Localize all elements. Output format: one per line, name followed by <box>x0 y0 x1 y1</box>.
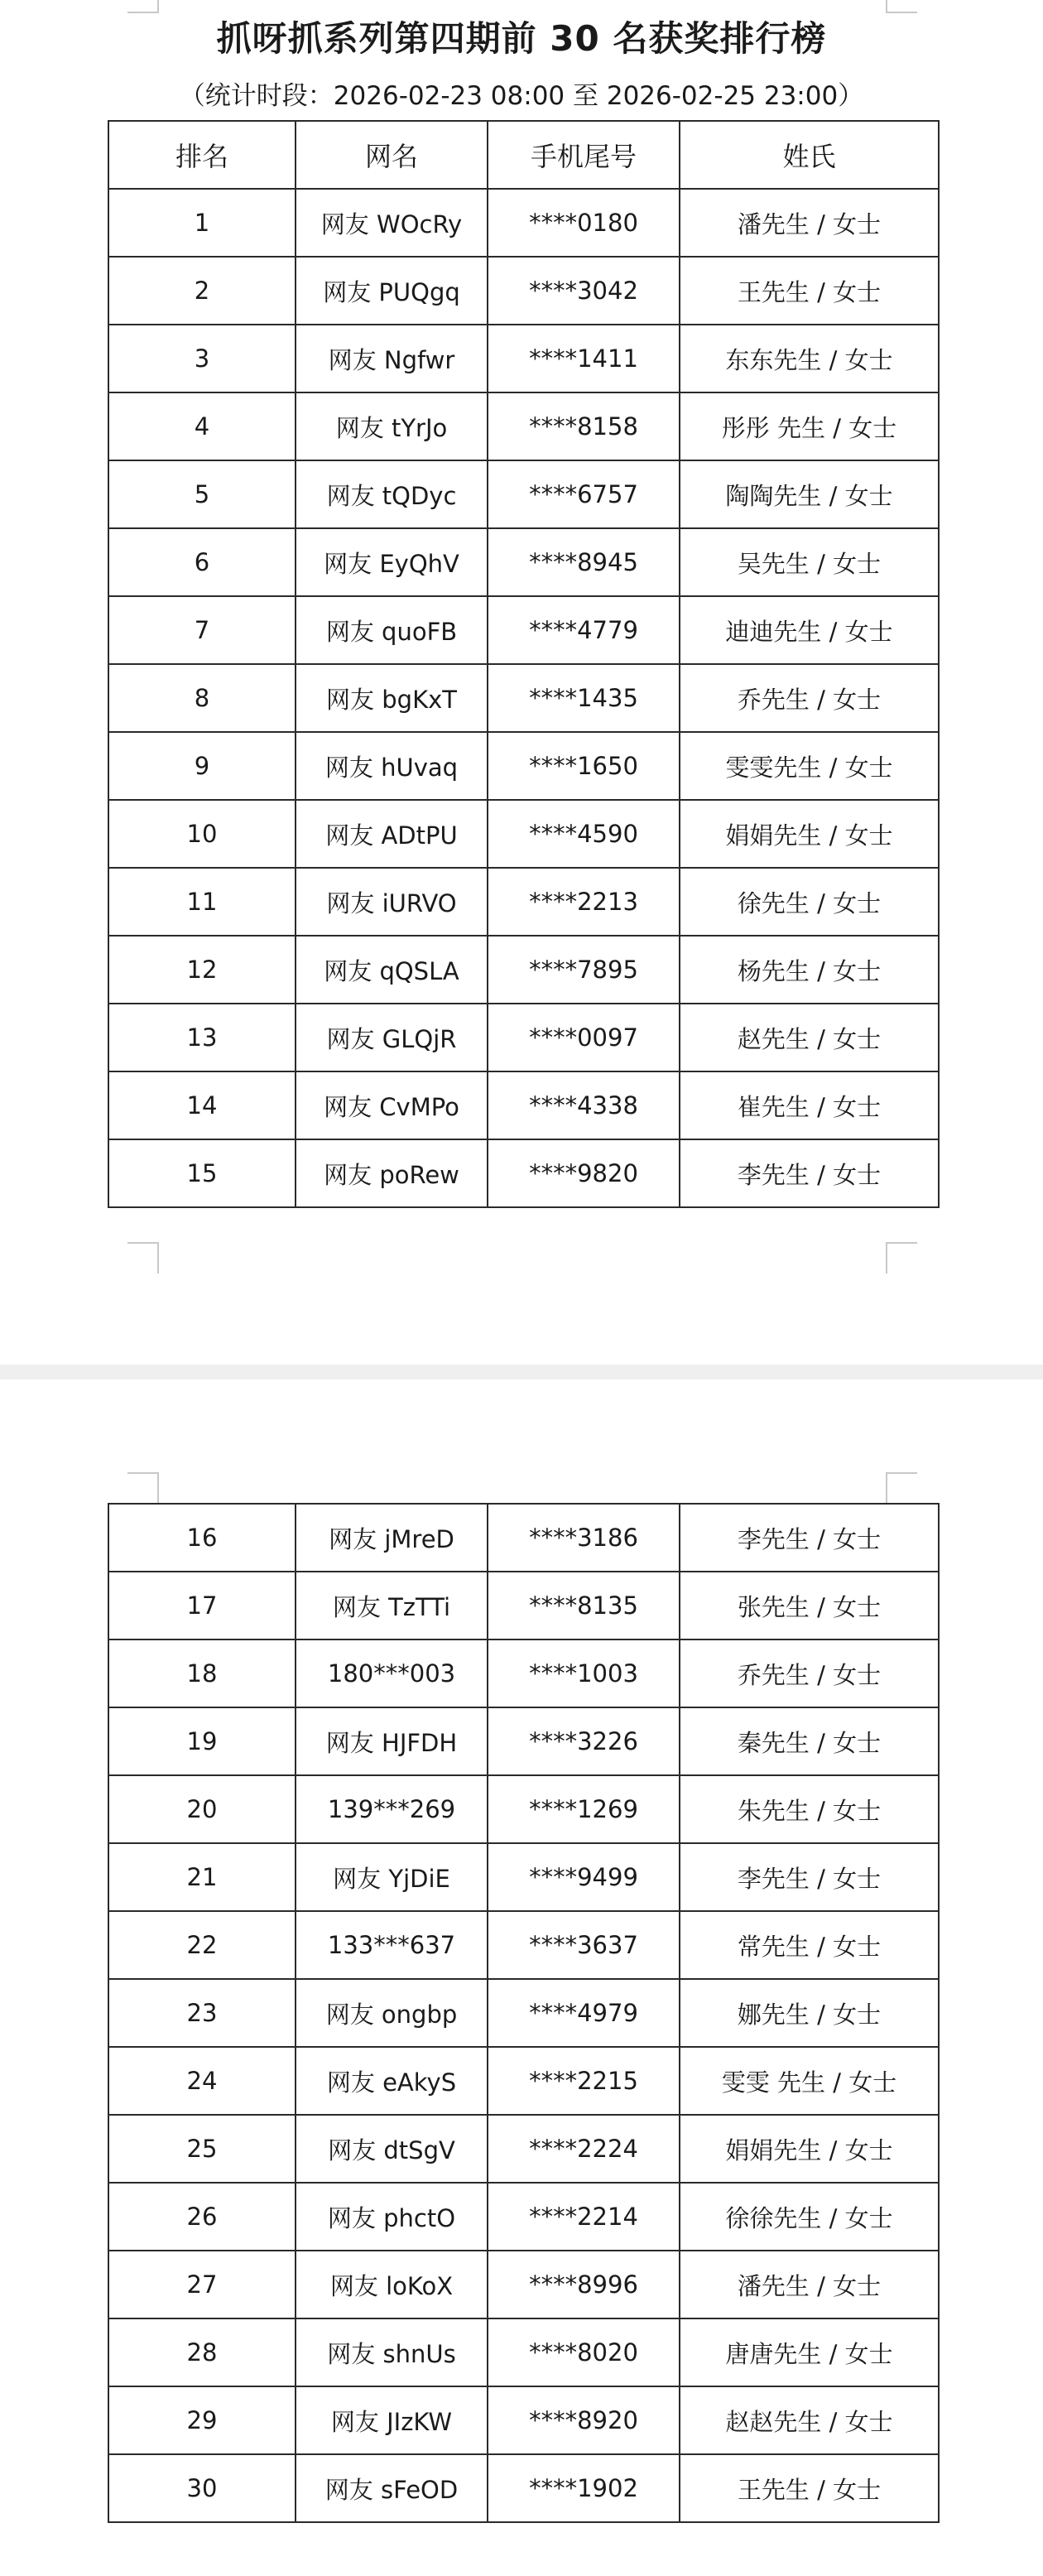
surname-cell: 娟娟先生 / 女士 <box>680 2115 939 2183</box>
phone-tail-cell: ****4590 <box>488 800 680 868</box>
surname-cell: 常先生 / 女士 <box>680 1911 939 1979</box>
phone-tail-cell: ****9820 <box>488 1139 680 1207</box>
phone-tail-cell: ****0097 <box>488 1004 680 1071</box>
phone-tail-cell: ****8996 <box>488 2251 680 2318</box>
nickname-cell: 网友 phctO <box>296 2183 488 2251</box>
table-row <box>108 257 939 325</box>
rank-cell: 6 <box>108 528 296 596</box>
phone-tail-cell: ****8135 <box>488 1572 680 1639</box>
surname-cell: 李先生 / 女士 <box>680 1843 939 1911</box>
phone-tail-cell: ****6757 <box>488 460 680 528</box>
phone-tail-cell: ****2213 <box>488 868 680 936</box>
table-row <box>108 732 939 800</box>
table-row <box>108 1504 939 1572</box>
rank-cell: 21 <box>108 1843 296 1911</box>
surname-cell: 吴先生 / 女士 <box>680 528 939 596</box>
surname-cell: 迪迪先生 / 女士 <box>680 596 939 664</box>
surname-cell: 李先生 / 女士 <box>680 1504 939 1572</box>
rank-cell: 12 <box>108 936 296 1004</box>
surname-cell: 徐徐先生 / 女士 <box>680 2183 939 2251</box>
phone-tail-cell: ****1269 <box>488 1775 680 1843</box>
header-phone-tail: 手机尾号 <box>488 121 680 189</box>
nickname-cell: 网友 iURVO <box>296 868 488 936</box>
surname-cell: 张先生 / 女士 <box>680 1572 939 1639</box>
phone-tail-cell: ****4338 <box>488 1071 680 1139</box>
rank-cell: 17 <box>108 1572 296 1639</box>
nickname-cell: 网友 WOcRy <box>296 189 488 257</box>
page-separator <box>0 1365 1043 1379</box>
rank-cell: 19 <box>108 1707 296 1775</box>
table-row <box>108 868 939 936</box>
table-row <box>108 392 939 460</box>
surname-cell: 唐唐先生 / 女士 <box>680 2318 939 2386</box>
surname-cell: 赵赵先生 / 女士 <box>680 2386 939 2454</box>
phone-tail-cell: ****1411 <box>488 325 680 392</box>
surname-cell: 娜先生 / 女士 <box>680 1979 939 2047</box>
nickname-cell: 网友 loKoX <box>296 2251 488 2318</box>
rank-cell: 30 <box>108 2454 296 2522</box>
table-row <box>108 1071 939 1139</box>
rank-cell: 25 <box>108 2115 296 2183</box>
table-row <box>108 1979 939 2047</box>
nickname-cell: 网友 eAkyS <box>296 2047 488 2115</box>
surname-cell: 乔先生 / 女士 <box>680 1639 939 1707</box>
table-row <box>108 189 939 257</box>
rank-cell: 26 <box>108 2183 296 2251</box>
nickname-cell: 网友 qQSLA <box>296 936 488 1004</box>
table-row <box>108 2183 939 2251</box>
table-row <box>108 1004 939 1071</box>
table-row <box>108 1572 939 1639</box>
surname-cell: 陶陶先生 / 女士 <box>680 460 939 528</box>
nickname-cell: 网友 YjDiE <box>296 1843 488 1911</box>
rank-cell: 29 <box>108 2386 296 2454</box>
phone-tail-cell: ****3226 <box>488 1707 680 1775</box>
table-row <box>108 2386 939 2454</box>
rank-cell: 11 <box>108 868 296 936</box>
ranking-rows-1 <box>108 189 939 1207</box>
nickname-cell: 180***003 <box>296 1639 488 1707</box>
phone-tail-cell: ****8945 <box>488 528 680 596</box>
surname-cell: 赵先生 / 女士 <box>680 1004 939 1071</box>
phone-tail-cell: ****1435 <box>488 664 680 732</box>
rank-cell: 15 <box>108 1139 296 1207</box>
nickname-cell: 网友 tYrJo <box>296 392 488 460</box>
phone-tail-cell: ****1650 <box>488 732 680 800</box>
rank-cell: 2 <box>108 257 296 325</box>
surname-cell: 杨先生 / 女士 <box>680 936 939 1004</box>
nickname-cell: 网友 TzTTi <box>296 1572 488 1639</box>
header-nickname: 网名 <box>296 121 488 189</box>
phone-tail-cell: ****9499 <box>488 1843 680 1911</box>
rank-cell: 5 <box>108 460 296 528</box>
table-row <box>108 1139 939 1207</box>
surname-cell: 秦先生 / 女士 <box>680 1707 939 1775</box>
phone-tail-cell: ****4979 <box>488 1979 680 2047</box>
table-row <box>108 1775 939 1843</box>
phone-tail-cell: ****3042 <box>488 257 680 325</box>
page-corner-mark <box>886 1472 917 1504</box>
rank-cell: 20 <box>108 1775 296 1843</box>
statistics-period: （统计时段：2026-02-23 08:00 至 2026-02-25 23:00） <box>179 81 864 111</box>
ranking-table-part-1 <box>108 120 940 1208</box>
nickname-cell: 网友 poRew <box>296 1139 488 1207</box>
nickname-cell: 网友 hUvaq <box>296 732 488 800</box>
page-corner-mark <box>127 1242 159 1274</box>
surname-cell: 王先生 / 女士 <box>680 257 939 325</box>
phone-tail-cell: ****8920 <box>488 2386 680 2454</box>
nickname-cell: 网友 sFeOD <box>296 2454 488 2522</box>
nickname-cell: 网友 bgKxT <box>296 664 488 732</box>
rank-cell: 1 <box>108 189 296 257</box>
rank-cell: 28 <box>108 2318 296 2386</box>
nickname-cell: 网友 EyQhV <box>296 528 488 596</box>
table-row <box>108 2454 939 2522</box>
nickname-cell: 网友 shnUs <box>296 2318 488 2386</box>
phone-tail-cell: ****2224 <box>488 2115 680 2183</box>
surname-cell: 李先生 / 女士 <box>680 1139 939 1207</box>
nickname-cell: 网友 CvMPo <box>296 1071 488 1139</box>
phone-tail-cell: ****8158 <box>488 392 680 460</box>
table-row <box>108 800 939 868</box>
table-row <box>108 460 939 528</box>
table-row <box>108 325 939 392</box>
phone-tail-cell: ****2215 <box>488 2047 680 2115</box>
table-row <box>108 1707 939 1775</box>
table-row <box>108 596 939 664</box>
rank-cell: 24 <box>108 2047 296 2115</box>
phone-tail-cell: ****3637 <box>488 1911 680 1979</box>
table-row <box>108 2115 939 2183</box>
surname-cell: 朱先生 / 女士 <box>680 1775 939 1843</box>
nickname-cell: 网友 HJFDH <box>296 1707 488 1775</box>
phone-tail-cell: ****3186 <box>488 1504 680 1572</box>
table-row <box>108 1911 939 1979</box>
phone-tail-cell: ****8020 <box>488 2318 680 2386</box>
nickname-cell: 网友 jMreD <box>296 1504 488 1572</box>
rank-cell: 23 <box>108 1979 296 2047</box>
rank-cell: 22 <box>108 1911 296 1979</box>
rank-cell: 8 <box>108 664 296 732</box>
nickname-cell: 网友 Ngfwr <box>296 325 488 392</box>
nickname-cell: 网友 PUQgq <box>296 257 488 325</box>
table-row <box>108 936 939 1004</box>
rank-cell: 3 <box>108 325 296 392</box>
surname-cell: 崔先生 / 女士 <box>680 1071 939 1139</box>
phone-tail-cell: ****1003 <box>488 1639 680 1707</box>
rank-cell: 14 <box>108 1071 296 1139</box>
rank-cell: 18 <box>108 1639 296 1707</box>
table-row <box>108 664 939 732</box>
nickname-cell: 网友 dtSgV <box>296 2115 488 2183</box>
rank-cell: 27 <box>108 2251 296 2318</box>
surname-cell: 潘先生 / 女士 <box>680 189 939 257</box>
rank-cell: 7 <box>108 596 296 664</box>
surname-cell: 雯雯 先生 / 女士 <box>680 2047 939 2115</box>
page-corner-mark <box>127 1472 159 1504</box>
phone-tail-cell: ****4779 <box>488 596 680 664</box>
surname-cell: 乔先生 / 女士 <box>680 664 939 732</box>
phone-tail-cell: ****1902 <box>488 2454 680 2522</box>
page-title: 抓呀抓系列第四期前 30 名获奖排行榜 <box>216 18 827 59</box>
ranking-table-part-2 <box>108 1503 940 2523</box>
table-header-row <box>108 121 939 189</box>
phone-tail-cell: ****7895 <box>488 936 680 1004</box>
surname-cell: 徐先生 / 女士 <box>680 868 939 936</box>
table-row <box>108 1639 939 1707</box>
rank-cell: 16 <box>108 1504 296 1572</box>
nickname-cell: 网友 quoFB <box>296 596 488 664</box>
table-row <box>108 2047 939 2115</box>
table-row <box>108 1843 939 1911</box>
rank-cell: 4 <box>108 392 296 460</box>
nickname-cell: 139***269 <box>296 1775 488 1843</box>
nickname-cell: 133***637 <box>296 1911 488 1979</box>
nickname-cell: 网友 ongbp <box>296 1979 488 2047</box>
nickname-cell: 网友 ADtPU <box>296 800 488 868</box>
header-rank: 排名 <box>108 121 296 189</box>
surname-cell: 东东先生 / 女士 <box>680 325 939 392</box>
table-row <box>108 528 939 596</box>
nickname-cell: 网友 tQDyc <box>296 460 488 528</box>
header-surname: 姓氏 <box>680 121 939 189</box>
surname-cell: 彤彤 先生 / 女士 <box>680 392 939 460</box>
surname-cell: 王先生 / 女士 <box>680 2454 939 2522</box>
nickname-cell: 网友 JIzKW <box>296 2386 488 2454</box>
table-row <box>108 2251 939 2318</box>
table-row <box>108 2318 939 2386</box>
phone-tail-cell: ****2214 <box>488 2183 680 2251</box>
ranking-rows-2 <box>108 1504 939 2522</box>
phone-tail-cell: ****0180 <box>488 189 680 257</box>
surname-cell: 雯雯先生 / 女士 <box>680 732 939 800</box>
surname-cell: 娟娟先生 / 女士 <box>680 800 939 868</box>
rank-cell: 13 <box>108 1004 296 1071</box>
page-corner-mark <box>886 1242 917 1274</box>
rank-cell: 10 <box>108 800 296 868</box>
surname-cell: 潘先生 / 女士 <box>680 2251 939 2318</box>
rank-cell: 9 <box>108 732 296 800</box>
nickname-cell: 网友 GLQjR <box>296 1004 488 1071</box>
